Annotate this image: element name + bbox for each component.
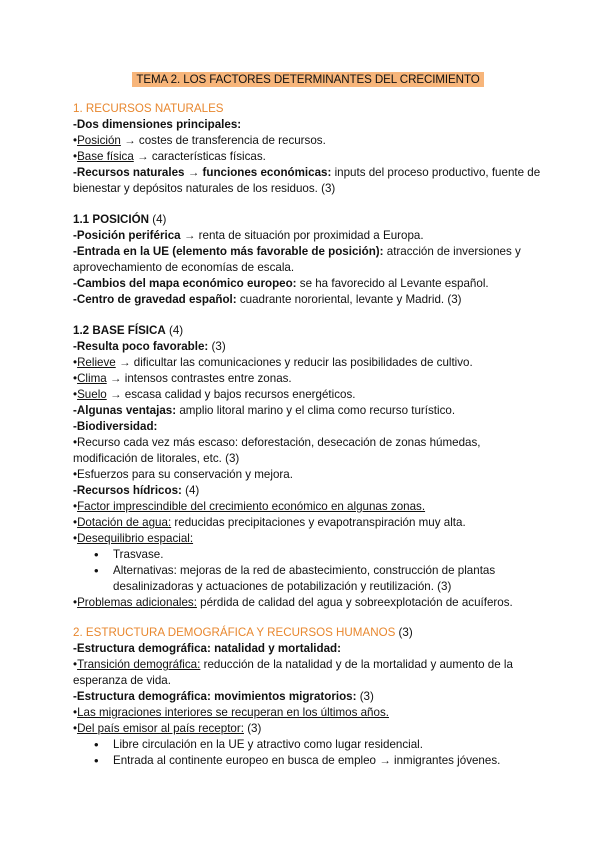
s12-line-2: •Relieve → dificultar las comunicaciones y reducir las posibilidades de cultivo.: [73, 356, 473, 369]
s12-line-10: •Factor imprescindible del crecimiento económico en algunas zonas.: [73, 500, 426, 513]
s12-line-2-underline: Relieve: [77, 356, 116, 369]
s11-line-2-rest: atracción de inversiones y aprovechamiento de economías de escala.: [73, 245, 521, 274]
section-1-2-heading-text: 1.2 BASE FÍSICA: [73, 324, 166, 337]
s12-line-4-rest: → escasa calidad y bajos recursos energéticos.: [106, 388, 356, 401]
s12-bullet-list: [73, 547, 543, 595]
s12-line-3-underline: Clima: [77, 372, 107, 385]
s12-line-11-rest: reducidas precipitaciones y evapotranspiración muy alta.: [171, 516, 466, 529]
s12-line-3: •Clima → intensos contrastes entre zonas.: [73, 372, 292, 385]
s2-line-3-bold: -Estructura demográfica: movimientos migratorios:: [73, 690, 357, 703]
document-page: [73, 72, 543, 769]
s1-line-1: [73, 117, 543, 133]
s12-line-13: •Problemas adicionales: pérdida de calidad del agua y sobreexplotación de acuíferos.: [73, 596, 513, 609]
s2-line-3: [73, 689, 543, 705]
section-2-heading-text: 2. ESTRUCTURA DEMOGRÁFICA Y RECURSOS HUMANOS: [73, 626, 396, 639]
section-1-1-heading-text: 1.1 POSICIÓN: [73, 213, 150, 226]
section-1-1-heading-num: (4): [149, 213, 167, 226]
s1-line-3: [73, 149, 543, 165]
s12-line-10-underline: Factor imprescindible del crecimiento económico en algunas zonas.: [77, 500, 426, 513]
s12-line-4-underline: Suelo: [77, 388, 107, 401]
s1-line-2-rest: → costes de transferencia de recursos.: [120, 134, 326, 147]
s12-line-9: [73, 483, 543, 499]
section-2-heading: [73, 625, 543, 641]
s11-line-1-bold: -Posición periférica: [73, 229, 181, 242]
s2-line-4-underline: Las migraciones interiores se recuperan en los últimos años.: [77, 706, 389, 719]
s11-line-4-bold: -Centro de gravedad español:: [73, 293, 237, 306]
s12-line-5-rest: amplio litoral marino y el clima como recurso turístico.: [176, 404, 456, 417]
s12-line-8: •Esfuerzos para su conservación y mejora.: [73, 468, 293, 481]
s11-line-4: [73, 292, 543, 308]
section-1-1-heading: [73, 212, 543, 228]
s11-line-3-bold: -Cambios del mapa económico europeo:: [73, 277, 297, 290]
s1-line-3-rest: → características físicas.: [133, 150, 266, 163]
s2-bullet-list: [73, 737, 543, 769]
s12-line-5: [73, 403, 543, 419]
s12-line-1-bold: -Resulta poco favorable:: [73, 340, 209, 353]
s12-line-13-rest: pérdida de calidad del agua y sobreexplotación de acuíferos.: [196, 596, 513, 609]
s12-line-6-bold: -Biodiversidad:: [73, 420, 158, 433]
s11-line-2-bold: -Entrada en la UE (elemento más favorable de posición):: [73, 245, 384, 258]
s2-line-4: •Las migraciones interiores se recuperan en los últimos años.: [73, 706, 389, 719]
s2-line-2: •Transición demográfica: reducción de la natalidad y de la mortalidad y aumento de la esperanza de vida.: [73, 658, 513, 687]
s2-line-1: [73, 641, 543, 657]
s1-line-2: [73, 133, 543, 149]
s2-line-3-rest: (3): [356, 690, 374, 703]
section-1-2-heading-num: (4): [165, 324, 184, 337]
s12-line-13-underline: Problemas adicionales:: [77, 596, 197, 609]
s1-line-2-underline: Posición: [77, 134, 121, 147]
list-item: • Libre circulación en la UE y atractivo como lugar residencial.: [113, 737, 543, 753]
s12-line-12-underline: Desequilibrio espacial:: [77, 532, 194, 545]
s11-line-3-rest: se ha favorecido al Levante español.: [296, 277, 489, 290]
bullet-mark: •: [73, 134, 78, 147]
list-item: • Trasvase.: [113, 547, 543, 563]
s1-line-4-bold: -Recursos naturales → funciones económicas:: [73, 166, 332, 179]
s11-line-2: [73, 244, 543, 276]
s12-line-3-rest: → intensos contrastes entre zonas.: [106, 372, 292, 385]
s2-line-2-underline: Transición demográfica:: [77, 658, 201, 671]
page-title: TEMA 2. LOS FACTORES DETERMINANTES DEL CRECIMIENTO: [132, 72, 483, 87]
list-item: • Entrada al continente europeo en busca de empleo → inmigrantes jóvenes.: [113, 753, 543, 769]
s2-line-5-rest: (3): [243, 722, 262, 735]
s12-line-4: •Suelo → escasa calidad y bajos recursos energéticos.: [73, 388, 356, 401]
section-1-2-heading: [73, 323, 543, 339]
list-item: • Alternativas: mejoras de la red de abastecimiento, construcción de plantas desalinizadoras y actuaciones de potabilización y reutilización. (3): [113, 563, 543, 595]
s2-line-2-rest: reducción de la natalidad y de la mortalidad y aumento de la esperanza de vida.: [73, 658, 513, 687]
s11-line-3: [73, 276, 543, 292]
s12-line-1: [73, 339, 543, 355]
s2-line-5-underline: Del país emisor al país receptor:: [77, 722, 244, 735]
s12-line-6: [73, 419, 543, 435]
s1-line-4: [73, 165, 543, 197]
s12-line-9-bold: -Recursos hídricos:: [73, 484, 182, 497]
section-1-heading: 1. RECURSOS NATURALES: [73, 102, 224, 115]
bullet-mark: •: [73, 150, 78, 163]
s12-line-11-underline: Dotación de agua:: [77, 516, 172, 529]
s12-line-7: •Recurso cada vez más escaso: deforestación, desecación de zonas húmedas, modificación de litorales, etc. (3): [73, 436, 481, 465]
s12-line-5-bold: -Algunas ventajas:: [73, 404, 177, 417]
s2-line-5: •Del país emisor al país receptor: (3): [73, 722, 262, 735]
s12-line-2-rest: → dificultar las comunicaciones y reducir las posibilidades de cultivo.: [115, 356, 473, 369]
s12-line-9-rest: (4): [181, 484, 200, 497]
s1-line-3-underline: Base física: [77, 150, 134, 163]
s12-line-11: •Dotación de agua: reducidas precipitaciones y evapotranspiración muy alta.: [73, 516, 466, 529]
s1-line-4-rest: inputs del proceso productivo, fuente de bienestar y depósitos naturales de los residuos. (3): [73, 166, 541, 195]
s11-line-1: [73, 228, 543, 244]
s11-line-1-rest: → renta de situación por proximidad a Europa.: [180, 229, 424, 242]
s2-line-1-bold: -Estructura demográfica: natalidad y mortalidad:: [73, 642, 341, 655]
title-container: [73, 72, 543, 87]
s11-line-4-rest: cuadrante nororiental, levante y Madrid. (3): [236, 293, 462, 306]
section-2-heading-num: (3): [395, 626, 413, 639]
s1-line-1-bold: -Dos dimensiones principales:: [73, 118, 242, 131]
s12-line-1-rest: (3): [208, 340, 226, 353]
s12-line-12: •Desequilibrio espacial:: [73, 532, 194, 545]
